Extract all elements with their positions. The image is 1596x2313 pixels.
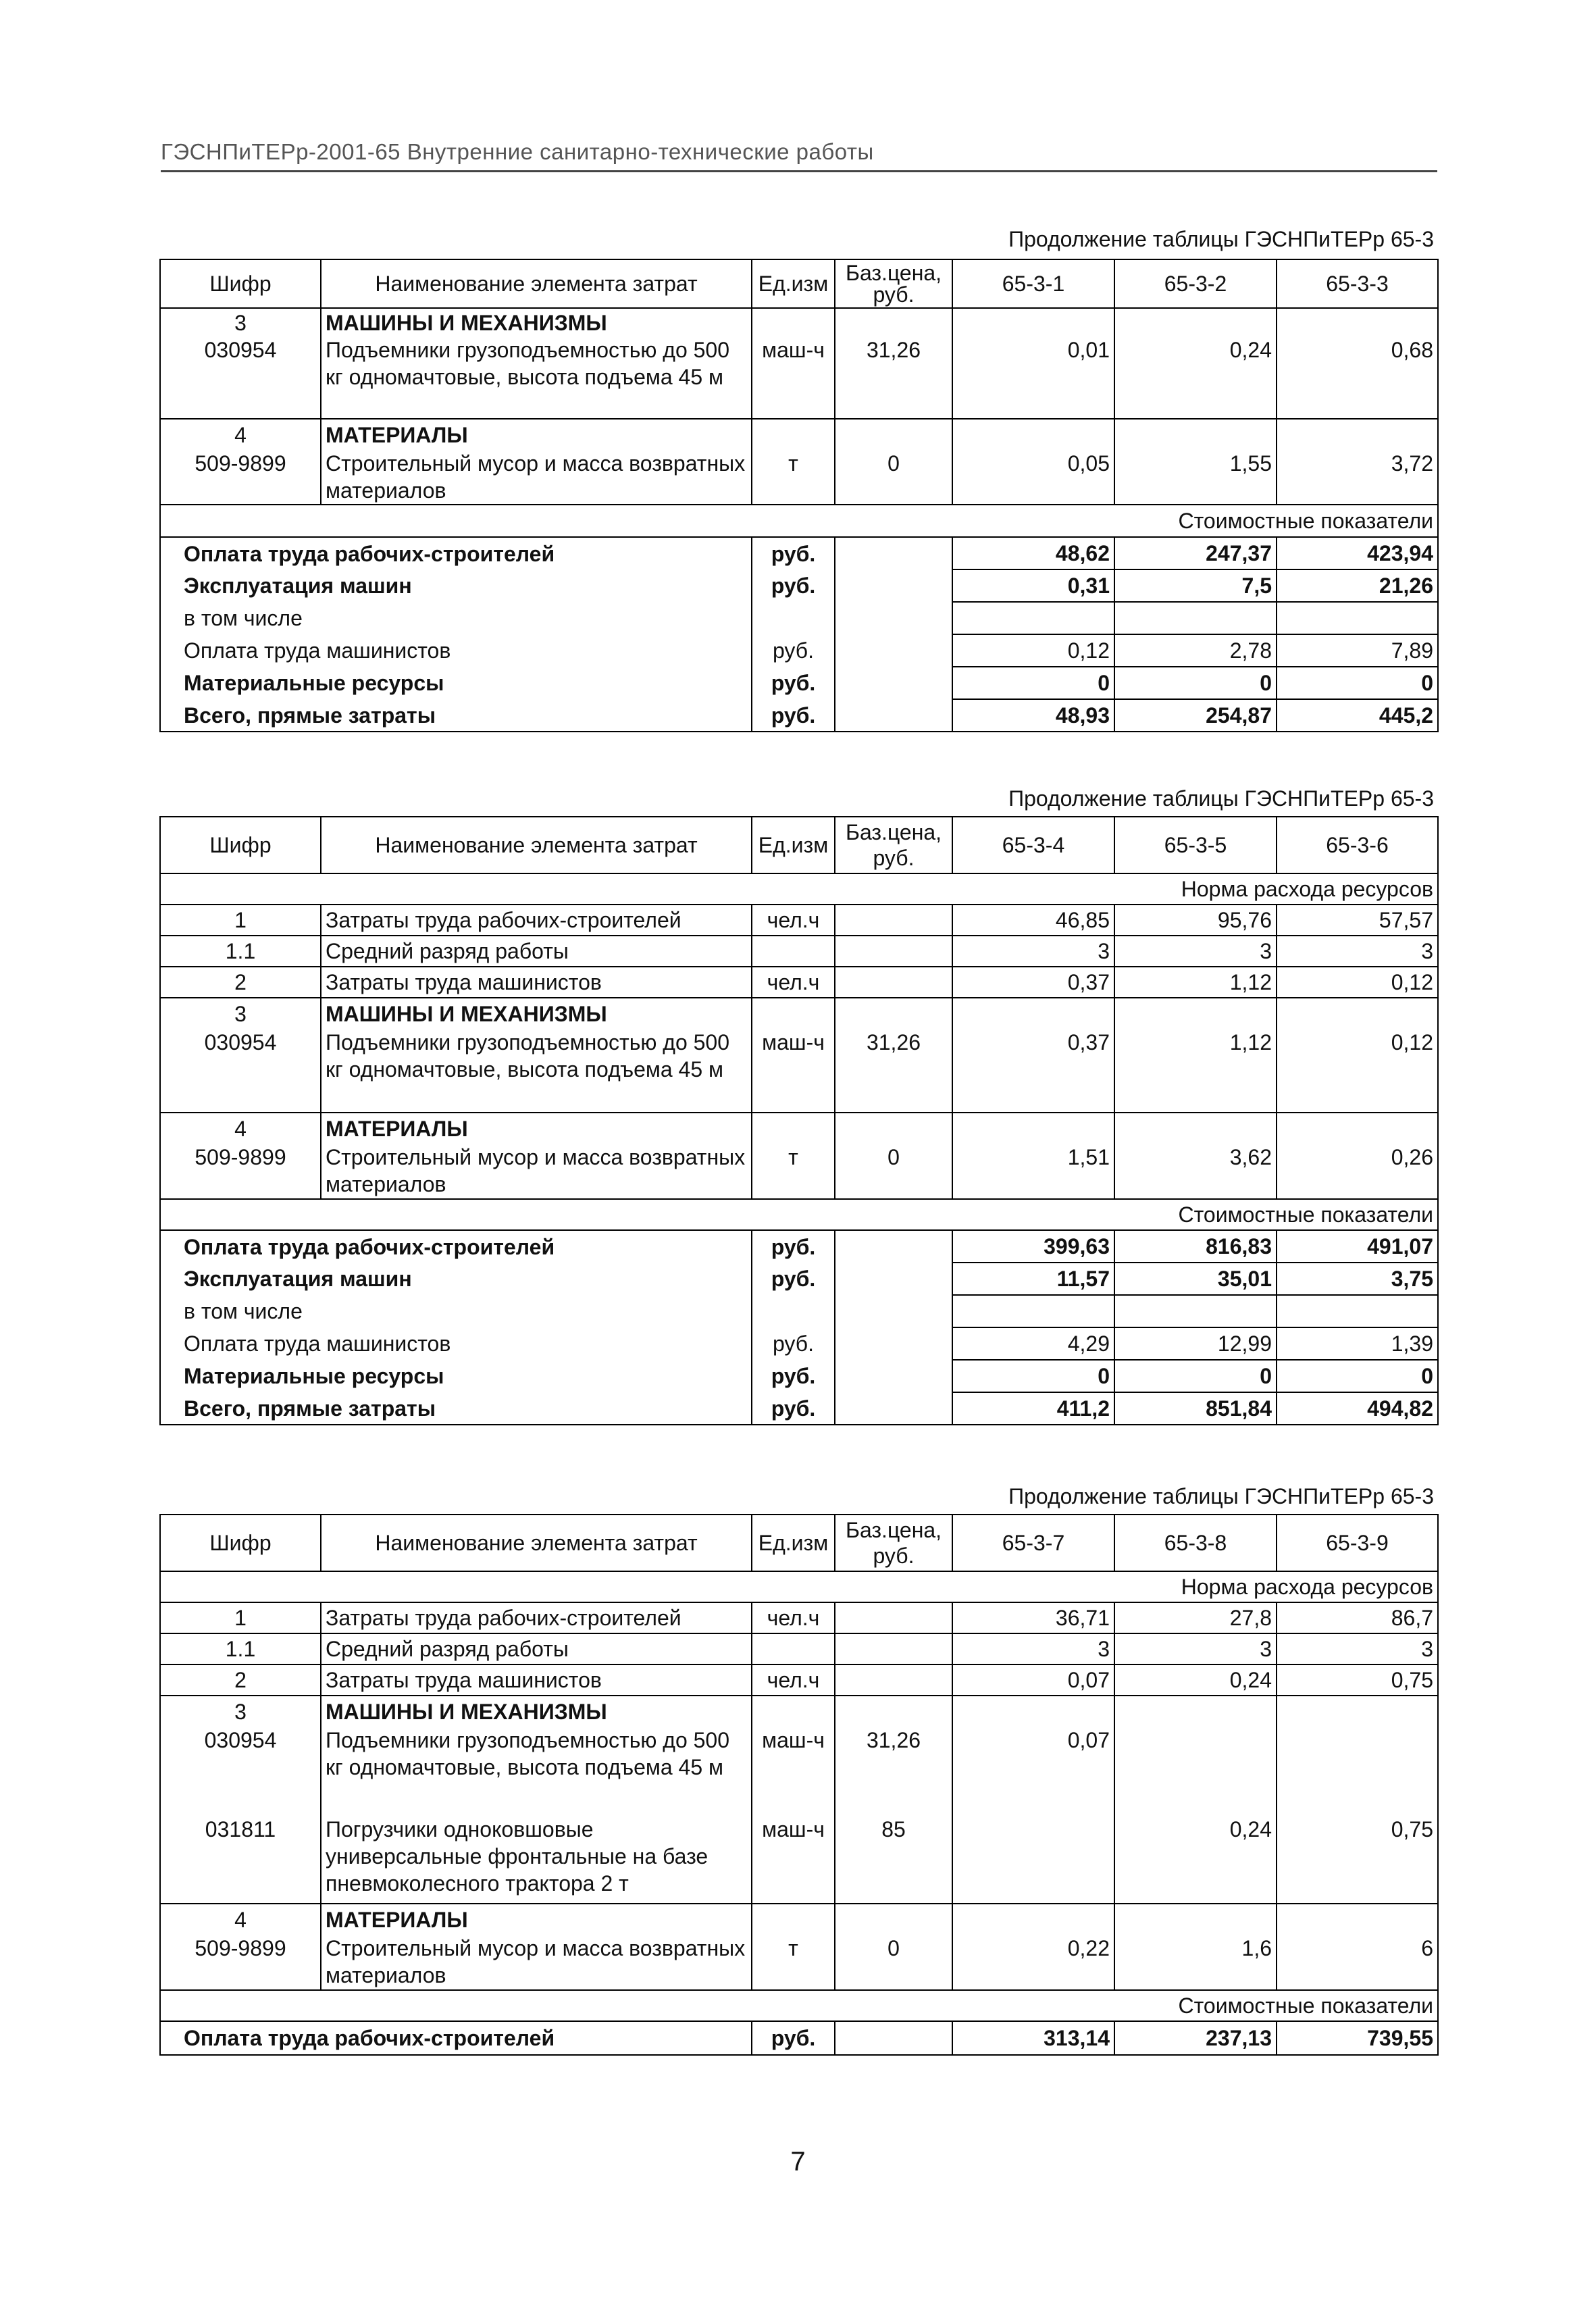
- table-row: [160, 1904, 1438, 1935]
- table-row: [160, 336, 1438, 419]
- norm-label: Норма расхода ресурсов: [160, 1571, 1438, 1602]
- table-row: [160, 569, 1438, 602]
- col-name: Наименование элемента затрат: [321, 1515, 752, 1571]
- cell-name: МАТЕРИАЛЫ: [321, 1904, 752, 1935]
- cell-unit: руб.: [752, 569, 835, 602]
- cost-indicators-label: Стоимостные показатели: [160, 1199, 1438, 1230]
- table-caption: Продолжение таблицы ГЭСНПиТЕРр 65-3: [1008, 786, 1434, 811]
- table-row: [160, 1816, 1438, 1904]
- cell-unit: руб.: [752, 2021, 835, 2055]
- table-row: [160, 1727, 1438, 1816]
- cell-value: 0,12: [952, 634, 1114, 667]
- cell-code: 509-9899: [160, 1144, 321, 1199]
- col-unit: Ед.изм: [752, 259, 835, 308]
- cell-name: Средний разряд работы: [321, 1633, 752, 1664]
- cell-value: 3: [1114, 1633, 1277, 1664]
- cell-code: 030954: [160, 1029, 321, 1113]
- table-row: [160, 2021, 1438, 2055]
- table-row: [160, 450, 1438, 505]
- table-row: [160, 905, 1438, 936]
- cell-code: 1.1: [160, 936, 321, 967]
- cell-code: 4: [160, 1904, 321, 1935]
- col-name: Наименование элемента затрат: [321, 259, 752, 308]
- table-header-row: [160, 259, 1438, 308]
- cell-value: 7,89: [1277, 634, 1438, 667]
- cell-name: Оплата труда машинистов: [160, 1327, 752, 1360]
- cell-value: 48,93: [952, 699, 1114, 732]
- cell-code: 1.1: [160, 1633, 321, 1664]
- cell-name: Оплата труда рабочих-строителей: [160, 1230, 752, 1263]
- cell-name: МАТЕРИАЛЫ: [321, 419, 752, 450]
- cell-value: 3: [1114, 936, 1277, 967]
- cell-value: 237,13: [1114, 2021, 1277, 2055]
- cell-unit: руб.: [752, 1360, 835, 1392]
- cell-code: 030954: [160, 336, 321, 419]
- cell-value: 399,63: [952, 1230, 1114, 1263]
- cell-value: 1,55: [1114, 450, 1277, 505]
- cell-value: 494,82: [1277, 1392, 1438, 1425]
- resource-table-1: [159, 259, 1439, 732]
- col-norm-3: 65-3-3: [1277, 259, 1438, 308]
- cell-name: Строительный мусор и масса возвратных материалов: [321, 1935, 752, 1990]
- cell-code: 3: [160, 308, 321, 336]
- page-number: 7: [790, 2147, 806, 2177]
- table-row: [160, 1392, 1438, 1425]
- col-name: Наименование элемента затрат: [321, 817, 752, 873]
- table-row: [160, 1327, 1438, 1360]
- cell-name: Затраты труда машинистов: [321, 1664, 752, 1696]
- col-norm-1: 65-3-1: [952, 259, 1114, 308]
- table-row: [160, 1664, 1438, 1696]
- cell-value: 0,37: [952, 1029, 1114, 1113]
- table-caption: Продолжение таблицы ГЭСНПиТЕРр 65-3: [1008, 1484, 1434, 1508]
- cell-value: 48,62: [952, 537, 1114, 569]
- cell-value: 2,78: [1114, 634, 1277, 667]
- cell-value: 0,31: [952, 569, 1114, 602]
- cell-value: 0,26: [1277, 1144, 1438, 1199]
- cell-value: 3: [952, 936, 1114, 967]
- cell-price: 85: [835, 1816, 952, 1904]
- cell-value: 0,07: [952, 1664, 1114, 1696]
- cell-value: 423,94: [1277, 537, 1438, 569]
- col-price: Баз.цена, руб.: [835, 817, 952, 873]
- cell-value: 86,7: [1277, 1602, 1438, 1633]
- table-row: [160, 1295, 1438, 1327]
- col-code: Шифр: [160, 1515, 321, 1571]
- table-row: [160, 1230, 1438, 1263]
- cell-unit: руб.: [752, 634, 835, 667]
- cell-name: Строительный мусор и масса возвратных материалов: [321, 450, 752, 505]
- cell-unit: чел.ч: [752, 967, 835, 998]
- col-norm-1: 65-3-7: [952, 1515, 1114, 1571]
- col-code: Шифр: [160, 817, 321, 873]
- cell-unit: руб.: [752, 537, 835, 569]
- cell-name: Всего, прямые затраты: [160, 699, 752, 732]
- cell-name: Подъемники грузоподъемностью до 500 кг одномачтовые, высота подъема 45 м: [321, 1029, 752, 1113]
- cell-value: 816,83: [1114, 1230, 1277, 1263]
- cell-value: 0: [952, 667, 1114, 699]
- table-row: [160, 505, 1438, 537]
- cell-unit: чел.ч: [752, 1664, 835, 1696]
- cell-name: Оплата труда машинистов: [160, 634, 752, 667]
- cell-value: 313,14: [952, 2021, 1114, 2055]
- table-row: [160, 602, 1438, 634]
- table-row: [160, 1602, 1438, 1633]
- cell-code: 1: [160, 1602, 321, 1633]
- cost-indicators-label: Стоимостные показатели: [160, 1990, 1438, 2021]
- cell-value: 851,84: [1114, 1392, 1277, 1425]
- cell-value: 36,71: [952, 1602, 1114, 1633]
- table-row: [160, 936, 1438, 967]
- cell-value: 3: [1277, 936, 1438, 967]
- cell-value: 95,76: [1114, 905, 1277, 936]
- cell-code: 030954: [160, 1727, 321, 1816]
- cell-value: 0,75: [1277, 1816, 1438, 1904]
- cell-unit: маш-ч: [752, 1727, 835, 1816]
- cell-name: Затраты труда рабочих-строителей: [321, 1602, 752, 1633]
- table-caption: Продолжение таблицы ГЭСНПиТЕРр 65-3: [1008, 227, 1434, 251]
- table-row: [160, 1990, 1438, 2021]
- cell-value: 12,99: [1114, 1327, 1277, 1360]
- cell-value: 0: [1114, 1360, 1277, 1392]
- cell-value: 0,24: [1114, 1816, 1277, 1904]
- cell-value: 1,12: [1114, 1029, 1277, 1113]
- cell-value: 3,75: [1277, 1263, 1438, 1295]
- norm-label: Норма расхода ресурсов: [160, 873, 1438, 905]
- cell-name: МАШИНЫ И МЕХАНИЗМЫ: [321, 1696, 752, 1727]
- cell-value: 4,29: [952, 1327, 1114, 1360]
- table-row: [160, 1113, 1438, 1144]
- cell-value: 0,01: [952, 336, 1114, 419]
- cell-unit: руб.: [752, 1392, 835, 1425]
- cell-value: 0,07: [952, 1727, 1114, 1816]
- cell-price: 0: [835, 1144, 952, 1199]
- cell-code: 1: [160, 905, 321, 936]
- cell-value: 0,68: [1277, 336, 1438, 419]
- cell-name: Затраты труда машинистов: [321, 967, 752, 998]
- cell-name: Затраты труда рабочих-строителей: [321, 905, 752, 936]
- table-row: [160, 537, 1438, 569]
- cell-name: Строительный мусор и масса возвратных материалов: [321, 1144, 752, 1199]
- cell-price: 31,26: [835, 1029, 952, 1113]
- cell-unit: маш-ч: [752, 1816, 835, 1904]
- cell-value: 0: [952, 1360, 1114, 1392]
- table-row: [160, 967, 1438, 998]
- cell-code: 2: [160, 1664, 321, 1696]
- cell-code: 509-9899: [160, 450, 321, 505]
- cell-code: 031811: [160, 1816, 321, 1904]
- cell-price: 31,26: [835, 336, 952, 419]
- col-norm-3: 65-3-6: [1277, 817, 1438, 873]
- cell-value: 3: [952, 1633, 1114, 1664]
- cell-value: 6: [1277, 1935, 1438, 1990]
- cell-value: 0,05: [952, 450, 1114, 505]
- cell-value: 411,2: [952, 1392, 1114, 1425]
- col-norm-3: 65-3-9: [1277, 1515, 1438, 1571]
- cell-value: 0: [1277, 667, 1438, 699]
- cell-unit: маш-ч: [752, 1029, 835, 1113]
- cell-code: 4: [160, 1113, 321, 1144]
- cell-unit: чел.ч: [752, 1602, 835, 1633]
- cell-code: 509-9899: [160, 1935, 321, 1990]
- cell-name: Погрузчики одноковшовые универсальные фронтальные на базе пневмоколесного трактора 2 т: [321, 1816, 752, 1904]
- cost-indicators-label: Стоимостные показатели: [160, 505, 1438, 537]
- cell-unit: руб.: [752, 1327, 835, 1360]
- cell-code: 3: [160, 1696, 321, 1727]
- col-price: Баз.цена, руб.: [835, 259, 952, 308]
- cell-name: в том числе: [160, 1295, 752, 1327]
- cell-value: [1277, 1727, 1438, 1816]
- cell-unit: руб.: [752, 1230, 835, 1263]
- cell-name: Эксплуатация машин: [160, 1263, 752, 1295]
- cell-unit: руб.: [752, 1263, 835, 1295]
- cell-value: 1,39: [1277, 1327, 1438, 1360]
- cell-price: 31,26: [835, 1727, 952, 1816]
- table-row: [160, 1360, 1438, 1392]
- cell-unit: руб.: [752, 699, 835, 732]
- cell-value: 0: [1277, 1360, 1438, 1392]
- cell-unit: чел.ч: [752, 905, 835, 936]
- cell-value: 27,8: [1114, 1602, 1277, 1633]
- cell-name: Эксплуатация машин: [160, 569, 752, 602]
- col-norm-2: 65-3-5: [1114, 817, 1277, 873]
- cell-name: МАШИНЫ И МЕХАНИЗМЫ: [321, 308, 752, 336]
- table-row: [160, 1696, 1438, 1727]
- cell-value: 35,01: [1114, 1263, 1277, 1295]
- cell-unit: т: [752, 1144, 835, 1199]
- col-norm-1: 65-3-4: [952, 817, 1114, 873]
- cell-name: Подъемники грузоподъемностью до 500 кг одномачтовые, высота подъема 45 м: [321, 336, 752, 419]
- cell-value: 11,57: [952, 1263, 1114, 1295]
- col-norm-2: 65-3-8: [1114, 1515, 1277, 1571]
- cell-value: 0,24: [1114, 336, 1277, 419]
- cell-value: 7,5: [1114, 569, 1277, 602]
- cell-value: 3: [1277, 1633, 1438, 1664]
- cell-name: Всего, прямые затраты: [160, 1392, 752, 1425]
- table-row: [160, 1199, 1438, 1230]
- cell-value: 0,37: [952, 967, 1114, 998]
- cell-value: 3,62: [1114, 1144, 1277, 1199]
- col-unit: Ед.изм: [752, 1515, 835, 1571]
- cell-unit: руб.: [752, 667, 835, 699]
- col-unit: Ед.изм: [752, 817, 835, 873]
- cell-unit: т: [752, 1935, 835, 1990]
- table-row: [160, 1935, 1438, 1990]
- table-header-row: [160, 817, 1438, 873]
- table-row: [160, 1571, 1438, 1602]
- cell-code: 2: [160, 967, 321, 998]
- cell-name: МАТЕРИАЛЫ: [321, 1113, 752, 1144]
- cell-value: 0: [1114, 667, 1277, 699]
- cell-value: [1114, 1727, 1277, 1816]
- table-row: [160, 308, 1438, 336]
- cell-price: 0: [835, 450, 952, 505]
- table-row: [160, 1633, 1438, 1664]
- table-row: [160, 873, 1438, 905]
- col-code: Шифр: [160, 259, 321, 308]
- cell-value: 445,2: [1277, 699, 1438, 732]
- table-row: [160, 1029, 1438, 1113]
- table-row: [160, 699, 1438, 732]
- cell-value: 0,12: [1277, 967, 1438, 998]
- cell-unit: маш-ч: [752, 336, 835, 419]
- cell-value: 0,22: [952, 1935, 1114, 1990]
- table-row: [160, 634, 1438, 667]
- col-price: Баз.цена, руб.: [835, 1515, 952, 1571]
- cell-value: 57,57: [1277, 905, 1438, 936]
- table-row: [160, 419, 1438, 450]
- cell-value: 0,75: [1277, 1664, 1438, 1696]
- cell-code: 4: [160, 419, 321, 450]
- cell-value: [952, 1816, 1114, 1904]
- cell-name: в том числе: [160, 602, 752, 634]
- cell-unit: т: [752, 450, 835, 505]
- running-header: ГЭСНПиТЕРр-2001-65 Внутренние санитарно-технические работы: [161, 139, 1437, 172]
- cell-value: 1,51: [952, 1144, 1114, 1199]
- cell-value: 3,72: [1277, 450, 1438, 505]
- col-norm-2: 65-3-2: [1114, 259, 1277, 308]
- cell-name: Оплата труда рабочих-строителей: [160, 537, 752, 569]
- table-header-row: [160, 1515, 1438, 1571]
- cell-value: 0,24: [1114, 1664, 1277, 1696]
- cell-name: Материальные ресурсы: [160, 1360, 752, 1392]
- cell-value: 0,12: [1277, 1029, 1438, 1113]
- cell-value: 739,55: [1277, 2021, 1438, 2055]
- cell-value: 491,07: [1277, 1230, 1438, 1263]
- cell-value: 21,26: [1277, 569, 1438, 602]
- cell-code: 3: [160, 998, 321, 1029]
- table-row: [160, 667, 1438, 699]
- cell-name: Материальные ресурсы: [160, 667, 752, 699]
- resource-table-3: [159, 1514, 1439, 2056]
- cell-value: 254,87: [1114, 699, 1277, 732]
- table-row: [160, 1263, 1438, 1295]
- cell-value: 247,37: [1114, 537, 1277, 569]
- cell-name: МАШИНЫ И МЕХАНИЗМЫ: [321, 998, 752, 1029]
- table-row: [160, 998, 1438, 1029]
- cell-value: 1,6: [1114, 1935, 1277, 1990]
- cell-name: Оплата труда рабочих-строителей: [160, 2021, 752, 2055]
- table-row: [160, 1144, 1438, 1199]
- resource-table-2: [159, 816, 1439, 1425]
- cell-value: 1,12: [1114, 967, 1277, 998]
- cell-price: 0: [835, 1935, 952, 1990]
- cell-value: 46,85: [952, 905, 1114, 936]
- cell-name: Подъемники грузоподъемностью до 500 кг одномачтовые, высота подъема 45 м: [321, 1727, 752, 1816]
- cell-name: Средний разряд работы: [321, 936, 752, 967]
